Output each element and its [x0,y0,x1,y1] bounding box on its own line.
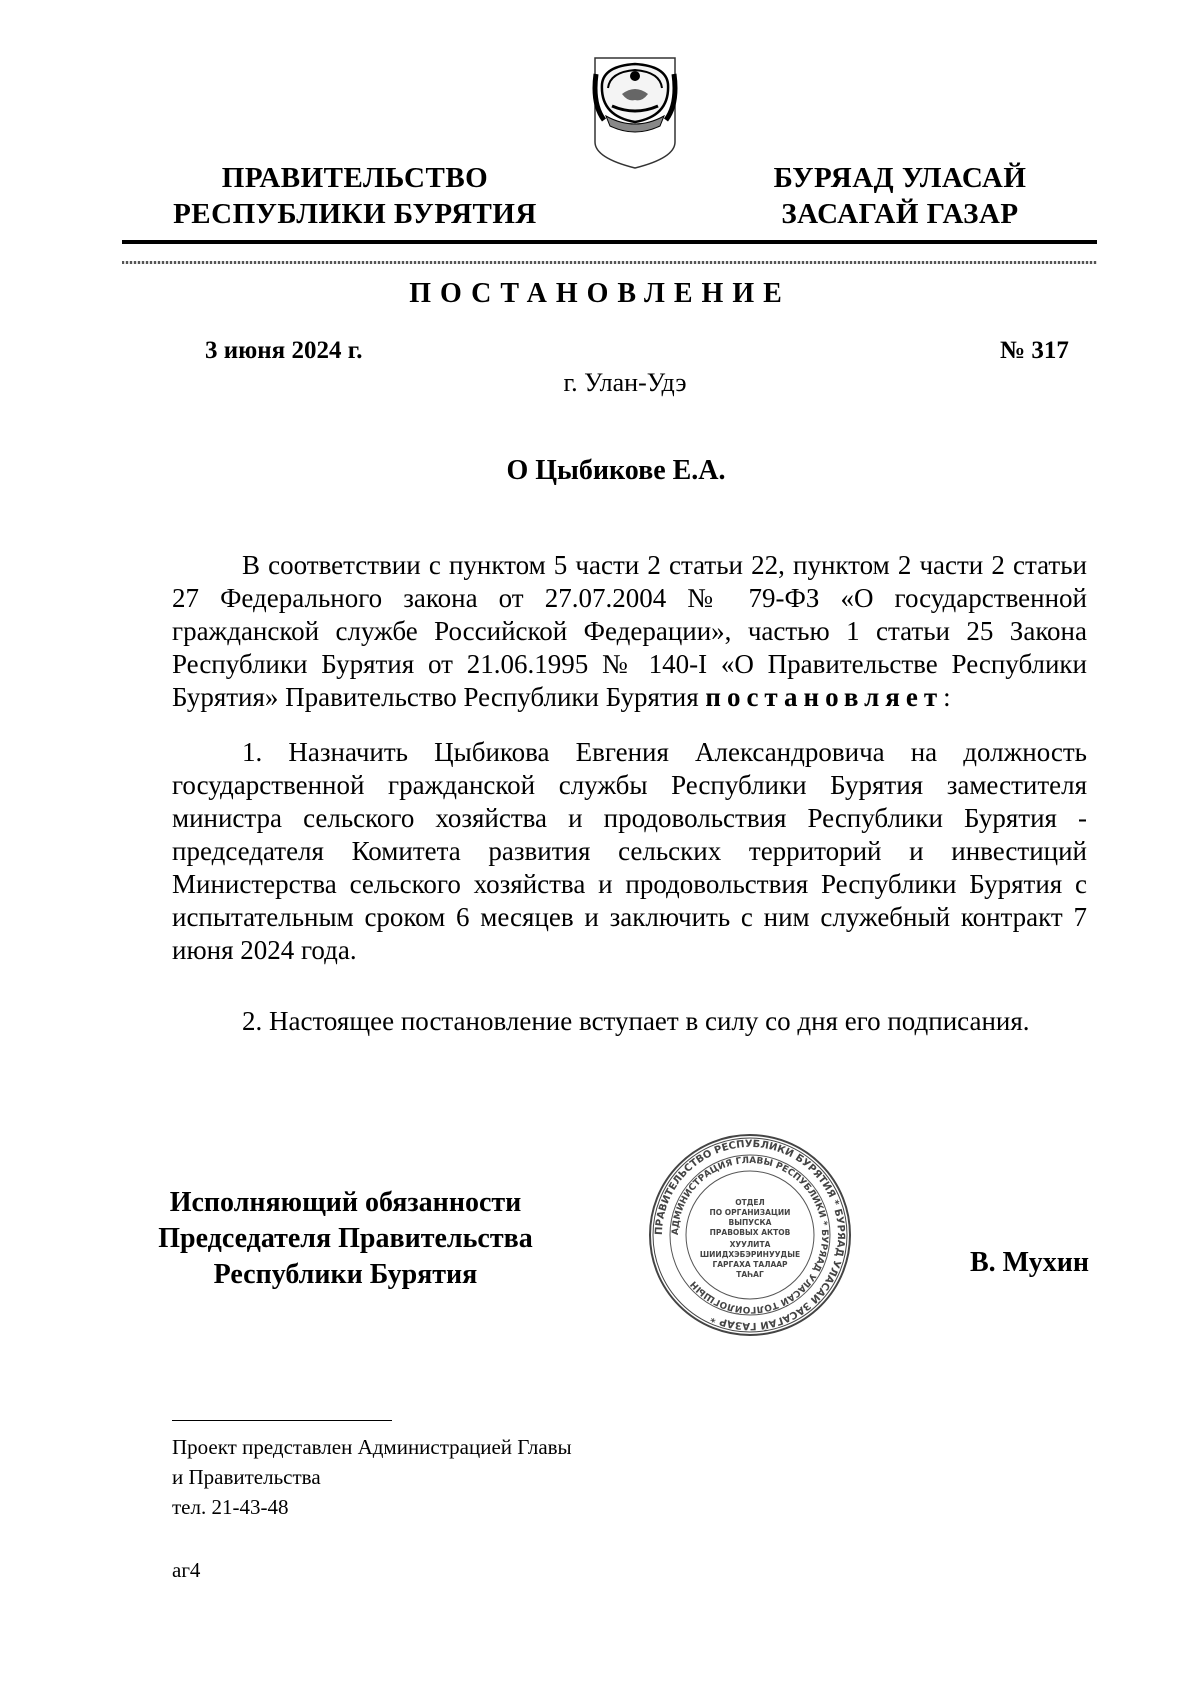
document-city: г. Улан-Удэ [563,368,687,397]
seal-center-line: ПРАВОВЫХ АКТОВ [709,1228,791,1237]
seal-center-line: ХУУЛИТА [729,1240,771,1249]
header-left-line2: РЕСПУБЛИКИ БУРЯТИЯ [173,198,537,230]
document-number: № 317 [1000,337,1069,364]
seal-inner-ring-text: АДМИНИСТРАЦИЯ ГЛАВЫ РЕСПУБЛИКИ * БУРЯАД УЛАСАЙ ТОЛГОЙЛОГШЫН [670,1155,830,1315]
signer-title-line3: Республики Бурятия [213,1259,478,1290]
footnote-phone: тел. 21-43-48 [172,1495,289,1519]
footnote-line1: Проект представлен Администрацией Главы [172,1435,572,1459]
header-left-line1: ПРАВИТЕЛЬСТВО [221,162,489,194]
footnote-block [172,1432,572,1522]
body-paragraph-item-2: 2. Настоящее постановление вступает в силу со дня его подписания. [242,1006,1030,1036]
footnote-line2: и Правительства [172,1465,321,1489]
seal-center-line: ГАРГАХА ТАЛААР [712,1260,788,1269]
header-right-block [745,160,1055,232]
seal-outer-ring-text: ПРАВИТЕЛЬСТВО РЕСПУБЛИКИ БУРЯТИЯ * БУРЯАД УЛАСАЙ ЗАСАГАЙ ГАЗАР * [653,1138,847,1332]
seal-center-line: ВЫПУСКА [728,1218,772,1227]
header-divider-thick [122,240,1097,244]
coat-of-arms-emblem-icon [590,54,680,172]
seal-center-line: ПО ОРГАНИЗАЦИИ [709,1208,791,1217]
seal-center-line: ШИИДХЭБЭРИНУУДЫЕ [699,1250,801,1259]
body-paragraph-item-1: 1. Назначить Цыбикова Евгения Александровича на должность государственной гражданской службы Республики Бурятия заместителя министра сельского хозяйства и продовольствия Республики Бурятия - председателя Комитета развития сельских территорий и инвестиций Министерства сельского хозяйства и продовольствия Республики Бурятия с испытательным сроком 6 месяцев и заключить с ним служебный контракт 7 июня 2024 года. [172,737,1087,965]
document-title: О Цыбикове Е.А. [506,455,726,486]
decree-word: постановляет [705,682,944,712]
document-code: аг4 [172,1558,201,1582]
signer-title-line2: Председателя Правительства [158,1223,533,1254]
preamble-text: В соответствии с пунктом 5 части 2 статьи 22, пунктом 2 части 2 статьи 27 Федерального закона от 27.07.2004 № 79-ФЗ «О государственной гражданской службе Российской Федерации», частью 1 статьи 25 Закона Республики Бурятия от 21.06.1995 № 140-I «О Правительстве Республики Бурятия» Правительство Республики Бурятия [172,550,1087,712]
signer-title [148,1185,543,1293]
official-seal-stamp-icon [645,1130,855,1340]
header-right-line2: ЗАСАГАЙ ГАЗАР [781,198,1019,230]
header-left-block [160,160,550,232]
header-divider-thin [122,261,1097,264]
footnote-divider [172,1420,392,1421]
seal-center-line: ОТДЕЛ [735,1198,765,1207]
signer-name: В. Мухин [970,1247,1089,1278]
body-paragraph-preamble [172,549,1087,714]
signer-title-line1: Исполняющий обязанности [169,1187,522,1218]
seal-center-line: ТАҺАГ [736,1270,764,1279]
document-type: ПОСТАНОВЛЕНИЕ [409,278,791,309]
preamble-colon: : [943,682,951,712]
document-date: 3 июня 2024 г. [205,337,363,364]
header-right-line1: БУРЯАД УЛАСАЙ [773,162,1027,194]
